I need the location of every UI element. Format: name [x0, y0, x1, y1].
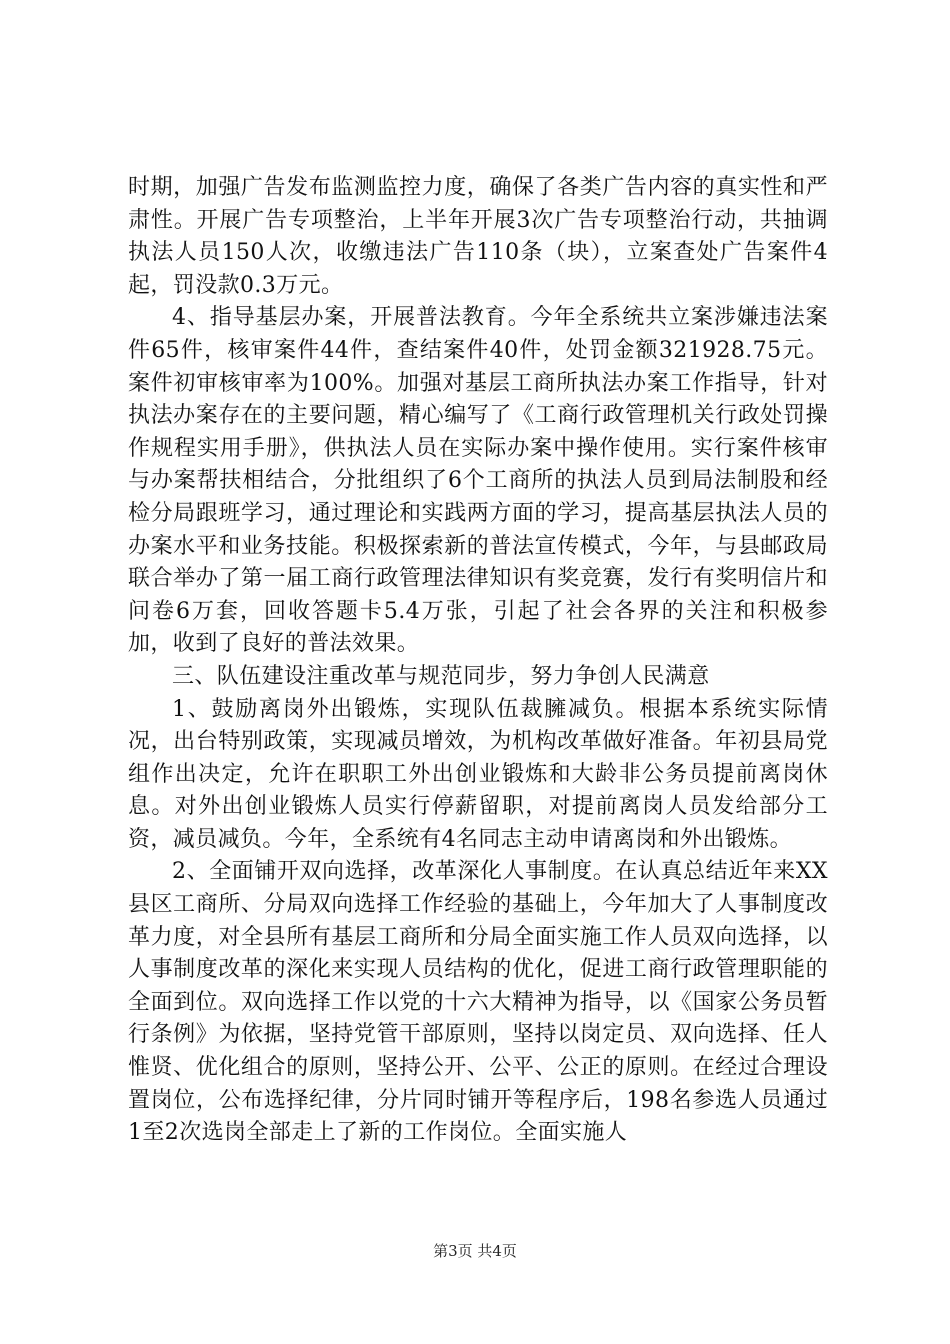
page-number-footer: 第3页 共4页 — [433, 1242, 517, 1260]
section-heading-team-building: 三、队伍建设注重改革与规范同步，努力争创人民满意 — [172, 663, 710, 689]
document-body — [128, 172, 828, 1150]
paragraph-case-handling: 4、指导基层办案，开展普法教育。今年全系统共立案涉嫌违法案件65件，核审案件44件，查结案件40件，处罚金额321928.75元。案件初审核审率为100%。加强对基层工商所执法办案工作指导，针对执法办案存在的主要问题，精心编写了《工商行政管理机关行政处罚操作规程实用手册》，供执法人员在实际办案中操作使用。实行案件核审与办案帮扶相结合，分批组织了6个工商所的执法人员到局法制股和经检分局跟班学习，通过理论和实践两方面的学习，提高基层执法人员的办案水平和业务技能。积极探索新的普法宣传模式，今年，与县邮政局联合举办了第一届工商行政管理法律知识有奖竞赛，发行有奖明信片和问卷6万套，回收答题卡5.4万张，引起了社会各界的关注和积极参加，收到了良好的普法效果。 — [128, 305, 828, 657]
paragraph-advertising: 时期，加强广告发布监测监控力度，确保了各类广告内容的真实性和严肃性。开展广告专项整治，上半年开展3次广告专项整治行动，共抽调执法人员150人次，收缴违法广告110条（块），立案查处广告案件4起，罚没款0.3万元。 — [128, 175, 828, 298]
paragraph-staff-reduction: 1、鼓励离岗外出锻炼，实现队伍裁臃减负。根据本系统实际情况，出台特别政策，实现减员增效，为机构改革做好准备。年初县局党组作出决定，允许在职职工外出创业锻炼和大龄非公务员提前离岗休息。对外出创业锻炼人员实行停薪留职，对提前离岗人员发给部分工资，减员减负。今年，全系统有4名同志主动申请离岗和外出锻炼。 — [128, 696, 828, 852]
paragraph-two-way-selection: 2、全面铺开双向选择，改革深化人事制度。在认真总结近年来XX县区工商所、分局双向选择工作经验的基础上，今年加大了人事制度改革力度，对全县所有基层工商所和分局全面实施工作人员双向选择，以人事制度改革的深化来实现人员结构的优化，促进工商行政管理职能的全面到位。双向选择工作以党的十六大精神为指导，以《国家公务员暂行条例》为依据，坚持党管干部原则，坚持以岗定员、双向选择、任人惟贤、优化组合的原则，坚持公开、公平、公正的原则。在经过合理设置岗位，公布选择纪律，分片同时铺开等程序后，198名参选人员通过1至2次选岗全部走上了新的工作岗位。全面实施人 — [128, 859, 828, 1146]
